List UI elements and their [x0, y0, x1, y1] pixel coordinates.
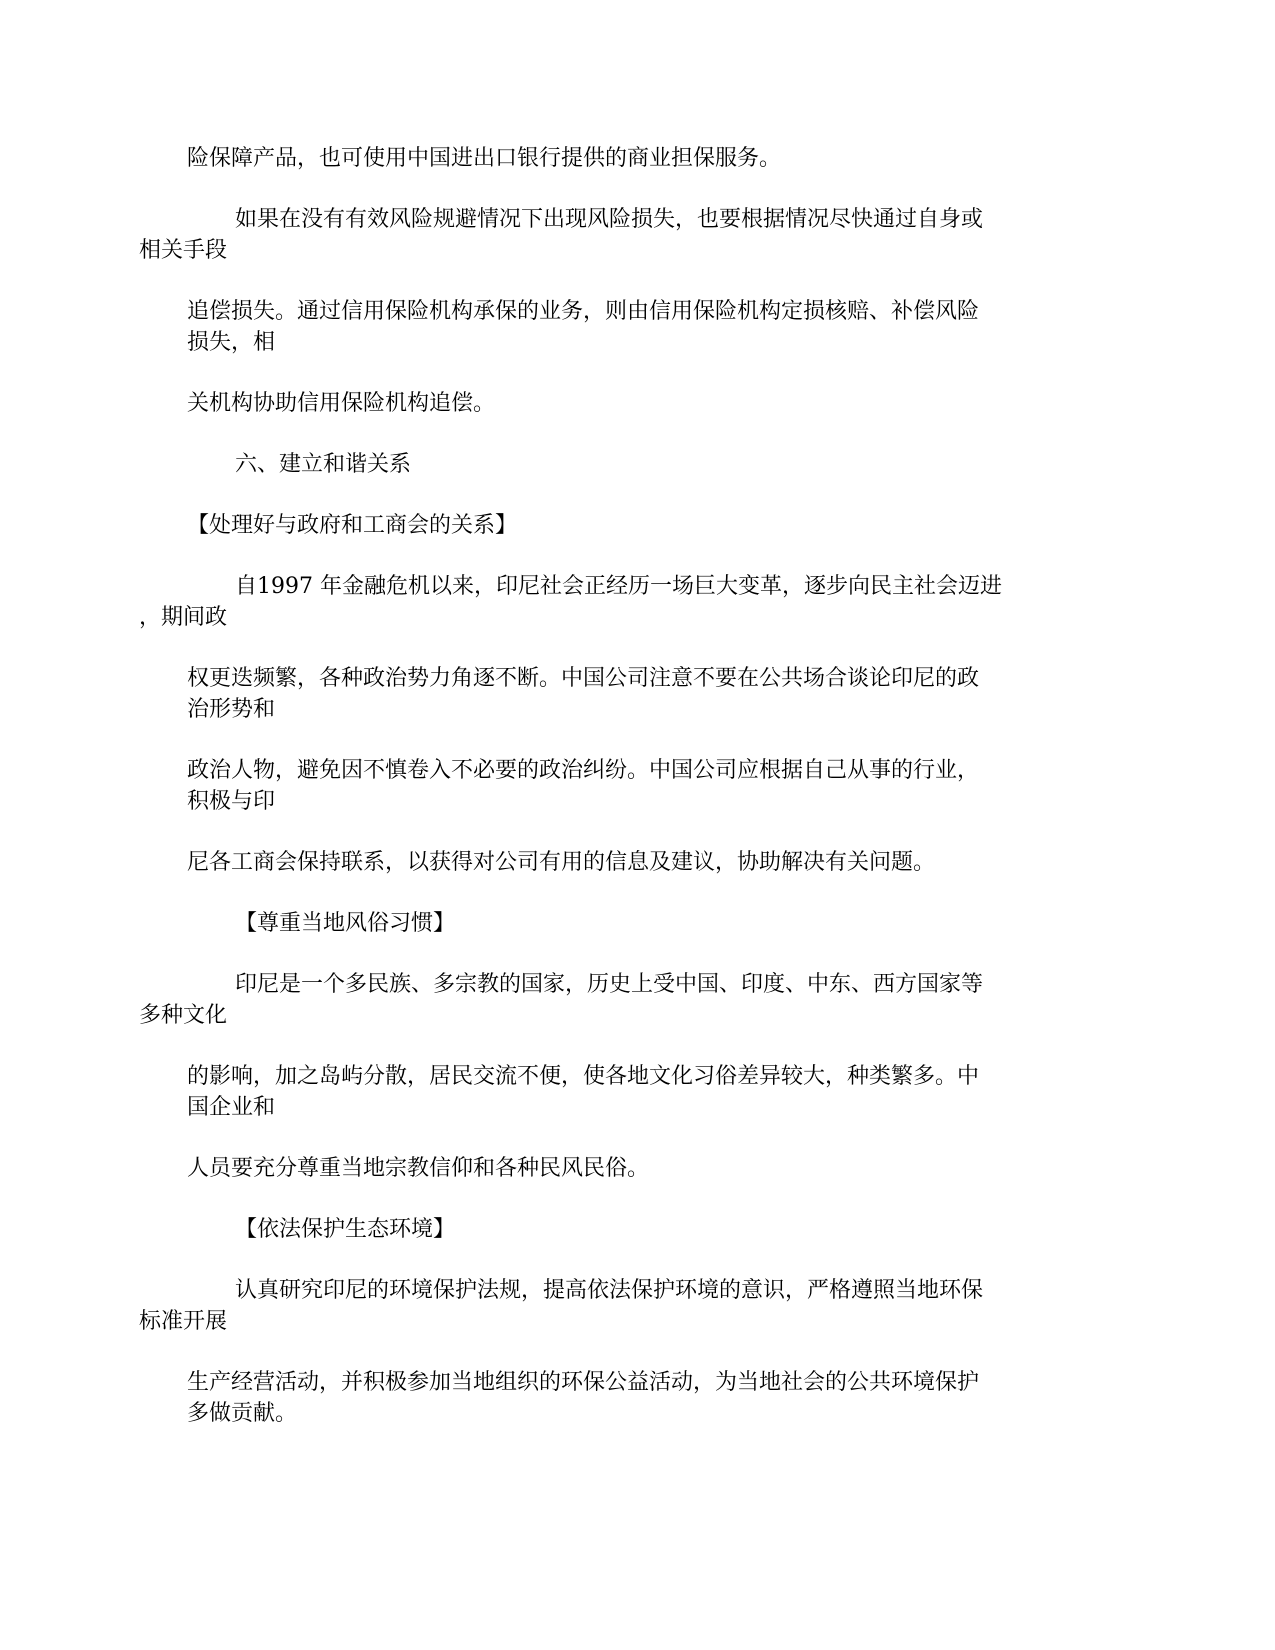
text-line: 权更迭频繁，各种政治势力角逐不断。中国公司注意不要在公共场合谈论印尼的政 — [187, 666, 980, 691]
text-line: 国企业和 — [187, 1095, 276, 1120]
paragraph — [139, 571, 1092, 633]
text-line: 关机构协助信用保险机构追偿。 — [187, 391, 496, 416]
text-line: 相关手段 — [139, 238, 228, 263]
text-line: 生产经营活动，并积极参加当地组织的环保公益活动，为当地社会的公共环境保护 — [187, 1370, 980, 1395]
subsection-heading — [187, 908, 1092, 939]
text-line: 多做贡献。 — [187, 1401, 298, 1426]
text-line: ，期间政 — [139, 605, 228, 630]
paragraph — [187, 847, 1092, 878]
paragraph — [187, 663, 1092, 725]
text-line: 六、建立和谐关系 — [235, 452, 412, 477]
section-heading — [187, 449, 1092, 480]
paragraph — [139, 969, 1092, 1031]
paragraph — [187, 755, 1092, 817]
text-line: 如果在没有有效风险规避情况下出现风险损失，也要根据情况尽快通过自身或 — [235, 207, 984, 232]
text-line: 【依法保护生态环境】 — [235, 1217, 456, 1242]
text-line: 自1997 年金融危机以来，印尼社会正经历一场巨大变革，逐步向民主社会迈进 — [235, 574, 1002, 599]
paragraph — [187, 1061, 1092, 1123]
text-line: 损失，相 — [187, 330, 276, 355]
paragraph — [139, 204, 1092, 266]
paragraph — [139, 1275, 1092, 1337]
paragraph — [187, 388, 1092, 419]
text-line: 标准开展 — [139, 1309, 228, 1334]
paragraph — [187, 1153, 1092, 1184]
text-line: 政治人物，避免因不慎卷入不必要的政治纠纷。中国公司应根据自己从事的行业， — [187, 758, 980, 783]
paragraph — [187, 143, 1092, 174]
text-line: 治形势和 — [187, 697, 276, 722]
text-line: 追偿损失。通过信用保险机构承保的业务，则由信用保险机构定损核赔、补偿风险 — [187, 299, 980, 324]
text-line: 积极与印 — [187, 789, 276, 814]
subsection-heading — [187, 1214, 1092, 1245]
paragraph — [187, 1367, 1092, 1429]
text-line: 印尼是一个多民族、多宗教的国家，历史上受中国、印度、中东、西方国家等 — [235, 972, 984, 997]
paragraph — [187, 296, 1092, 358]
document-body — [139, 143, 1092, 1459]
text-line: 尼各工商会保持联系，以获得对公司有用的信息及建议，协助解决有关问题。 — [187, 850, 936, 875]
text-line: 多种文化 — [139, 1003, 228, 1028]
text-line: 险保障产品，也可使用中国进出口银行提供的商业担保服务。 — [187, 146, 782, 171]
text-line: 【尊重当地风俗习惯】 — [235, 911, 456, 936]
text-line: 人员要充分尊重当地宗教信仰和各种民风民俗。 — [187, 1156, 650, 1181]
text-line: 认真研究印尼的环境保护法规，提高依法保护环境的意识，严格遵照当地环保 — [235, 1278, 984, 1303]
text-line: 的影响，加之岛屿分散，居民交流不便，使各地文化习俗差异较大，种类繁多。中 — [187, 1064, 980, 1089]
subsection-heading — [187, 510, 1092, 541]
text-line: 【处理好与政府和工商会的关系】 — [187, 513, 518, 538]
